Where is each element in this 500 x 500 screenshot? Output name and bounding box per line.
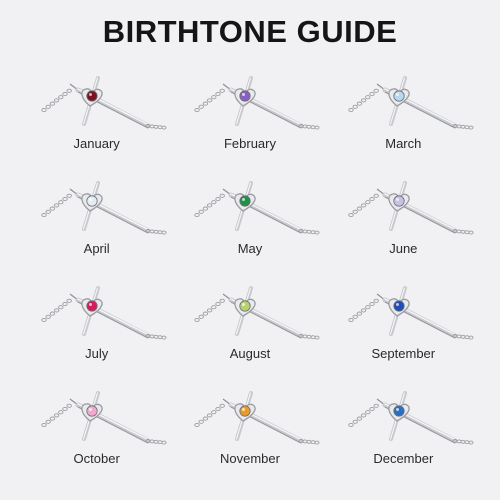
cross-bracelet-image bbox=[173, 167, 326, 247]
month-label: September bbox=[371, 346, 436, 361]
month-label: April bbox=[83, 241, 110, 256]
page-title: BIRTHTONE GUIDE bbox=[102, 14, 398, 49]
cross-bracelet-image bbox=[173, 62, 326, 142]
birthstone-item bbox=[173, 62, 326, 167]
birthstone-grid bbox=[20, 62, 480, 482]
month-label: July bbox=[85, 346, 109, 361]
cross-bracelet-image bbox=[20, 167, 173, 247]
month-label: January bbox=[73, 136, 120, 151]
month-label: June bbox=[389, 241, 418, 256]
cross-bracelet-image bbox=[20, 377, 173, 457]
month-label: October bbox=[73, 451, 120, 466]
birthstone-item bbox=[327, 62, 480, 167]
birthstone-item bbox=[173, 377, 326, 482]
birthstone-item bbox=[173, 167, 326, 272]
birthstone-item bbox=[173, 272, 326, 377]
cross-bracelet-image bbox=[20, 272, 173, 352]
month-label: March bbox=[385, 136, 422, 151]
month-label: December bbox=[373, 451, 434, 466]
cross-bracelet-image bbox=[173, 272, 326, 352]
birthstone-item bbox=[20, 377, 173, 482]
month-label: August bbox=[229, 346, 271, 361]
month-label: February bbox=[223, 136, 276, 151]
cross-bracelet-image bbox=[327, 167, 480, 247]
birthstone-item bbox=[327, 377, 480, 482]
birthstone-item bbox=[327, 167, 480, 272]
cross-bracelet-image bbox=[173, 377, 326, 457]
birthstone-item bbox=[20, 62, 173, 167]
birthstone-item bbox=[20, 167, 173, 272]
month-label: May bbox=[237, 241, 263, 256]
cross-bracelet-image bbox=[20, 62, 173, 142]
birthstone-item bbox=[327, 272, 480, 377]
cross-bracelet-image bbox=[327, 272, 480, 352]
cross-bracelet-image bbox=[327, 377, 480, 457]
month-label: November bbox=[220, 451, 280, 466]
birthstone-item bbox=[20, 272, 173, 377]
cross-bracelet-image bbox=[327, 62, 480, 142]
